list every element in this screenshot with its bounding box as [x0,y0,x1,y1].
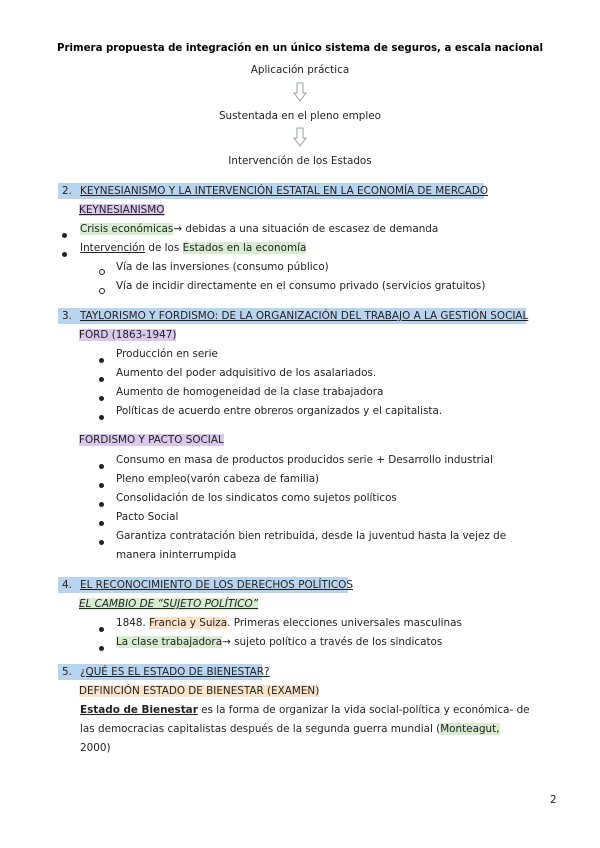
flow-step-2: Sustentada en el pleno empleo [218,110,382,122]
bullet-icon [62,248,67,260]
bullet-icon [99,373,104,385]
ford-item-2: Aumento del poder adquisitivo de los asalariados. [116,367,377,379]
bullet-icon [99,392,104,404]
bullet-icon [99,623,104,635]
keynes-item-2: Intervención de los Estados en la economía [80,242,307,254]
bullet-icon [99,498,104,510]
flow-step-3: Intervención de los Estados [228,155,372,167]
section-3-number: 3. [62,310,72,322]
ford-subheading: FORD (1863-1947) [79,329,177,341]
section-2-heading: KEYNESIANISMO Y LA INTERVENCIÓN ESTATAL EN LA ECONOMÍA DE MERCADO [80,185,489,197]
section-2-subheading: KEYNESIANISMO [79,204,165,216]
down-arrow-icon [0,82,600,105]
politicos-item-2: La clase trabajadora→ sujeto político a través de los sindicatos [116,636,443,648]
fordismo-item-3: Consolidación de los sindicatos como sujetos políticos [116,492,397,504]
bullet-icon [99,517,104,529]
definition-line-2: las democracias capitalistas después de la segunda guerra mundial (Monteagut, [80,723,500,735]
fordismo-item-5: Garantiza contratación bien retribuida, desde la juventud hasta la vejez de [116,530,507,542]
circle-bullet-icon [99,285,105,297]
keynes-subitem-1: Vía de las inversiones (consumo público) [116,261,329,273]
politicos-item-1: 1848. Francia y Suiza. Primeras elecciones universales masculinas [116,617,462,629]
definition-line-1: Estado de Bienestar es la forma de organizar la vida social-política y económica- de [80,704,530,716]
definition-line-3: 2000) [80,742,111,754]
bullet-icon [99,479,104,491]
down-arrow-icon [0,127,600,150]
fordismo-item-5-continued: manera ininterrumpida [116,549,237,561]
section-4-subheading: EL CAMBIO DE “SUJETO POLÍTICO” [79,598,259,610]
ford-item-1: Producción en serie [116,348,218,360]
ford-item-4: Políticas de acuerdo entre obreros organizados y el capitalista. [116,405,443,417]
section-4-heading: EL RECONOCIMIENTO DE LOS DERECHOS POLÍTICOS [80,579,353,591]
circle-bullet-icon [99,266,105,278]
bullet-icon [99,354,104,366]
flow-step-1: Aplicación práctica [250,64,350,76]
fordismo-item-1: Consumo en masa de productos producidos serie + Desarrollo industrial [116,454,493,466]
fordismo-item-2: Pleno empleo(varón cabeza de familia) [116,473,320,485]
keynes-item-1: Crisis económicas→ debidas a una situación de escasez de demanda [80,223,439,235]
section-3-heading: TAYLORISMO Y FORDISMO: DE LA ORGANIZACIÓN DEL TRABAJO A LA GESTIÓN SOCIAL [80,310,529,322]
bullet-icon [99,411,104,423]
bullet-icon [62,229,67,241]
section-4-number: 4. [62,579,72,591]
bullet-icon [99,460,104,472]
bullet-icon [99,536,104,548]
definition-subheading: DEFINICIÓN ESTADO DE BIENESTAR (EXAMEN) [79,685,320,697]
document-title: Primera propuesta de integración en un único sistema de seguros, a escala nacional [57,43,543,54]
section-5-number: 5. [62,666,72,678]
bullet-icon [99,642,104,654]
fordismo-subheading: FORDISMO Y PACTO SOCIAL [79,434,224,446]
fordismo-item-4: Pacto Social [116,511,179,523]
section-5-heading: ¿QUÉ ES EL ESTADO DE BIENESTAR? [80,666,270,678]
section-2-number: 2. [62,185,72,197]
page-number: 2 [550,794,557,806]
keynes-subitem-2: Vía de incidir directamente en el consumo privado (servicios gratuitos) [116,280,486,292]
ford-item-3: Aumento de homogeneidad de la clase trabajadora [116,386,384,398]
